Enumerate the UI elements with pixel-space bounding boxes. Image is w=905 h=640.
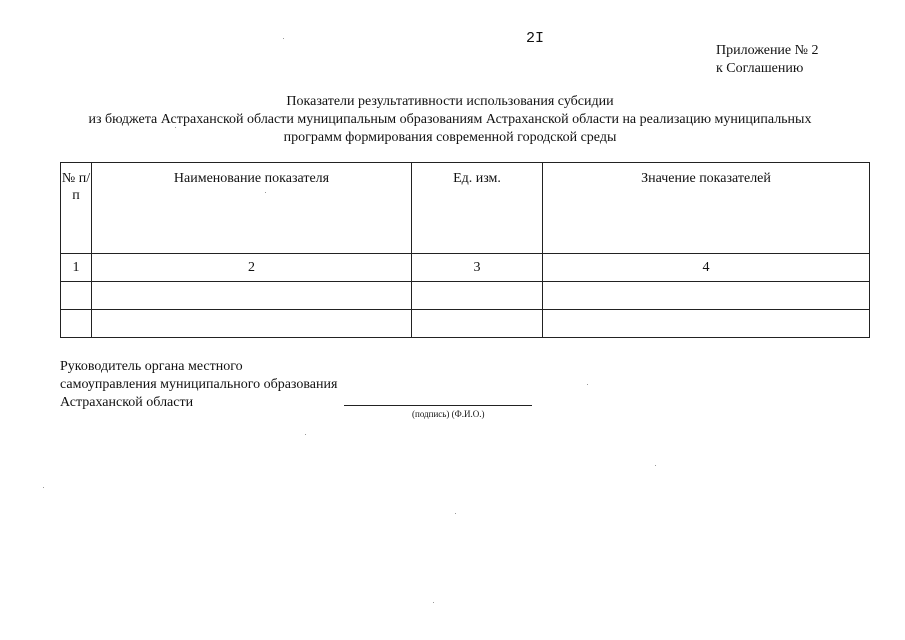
appendix-label [716,42,819,78]
column-number-cell: 4 [543,254,870,282]
table-row [61,282,870,310]
header-unit: Ед. изм. [412,163,543,254]
signature-caption: (подпись) (Ф.И.О.) [412,409,485,419]
table-cell [543,310,870,338]
page-number: 2I [526,30,545,47]
signer-line-3: Астраханской области [60,395,194,410]
table-cell [412,310,543,338]
scan-speck [587,384,588,385]
scan-speck [433,602,434,603]
column-number-cell: 2 [92,254,412,282]
column-number-cell: 1 [61,254,92,282]
table-cell [61,282,92,310]
table-cell [92,310,412,338]
column-number-row [61,254,870,282]
scan-speck [655,465,656,466]
column-number-cell: 3 [412,254,543,282]
title-line-1: Показатели результативности использования субсидии [286,94,614,109]
title-line-2: из бюджета Астраханской области муниципальным образованиям Астраханской области на реализацию муниципальных [88,112,812,127]
scan-speck [175,127,176,128]
header-name: Наименование показателя [92,163,412,254]
indicators-table [60,162,870,338]
scan-speck [43,487,44,488]
scan-speck [283,38,284,39]
appendix-line-2: к Соглашению [716,61,804,76]
scan-speck [265,192,266,193]
signer-line-1: Руководитель органа местного [60,359,243,374]
signature-line [344,405,532,406]
table-cell [92,282,412,310]
scan-speck [455,513,456,514]
table-cell [412,282,543,310]
header-value: Значение показателей [543,163,870,254]
title-line-3: программ формирования современной городской среды [283,130,617,145]
table-row [61,310,870,338]
table-header-row [61,163,870,254]
table-cell [543,282,870,310]
signer-block [60,358,337,412]
table-cell [61,310,92,338]
scan-speck [305,434,306,435]
document-title [40,93,860,147]
header-num: № п/п [61,163,92,254]
signer-line-2: самоуправления муниципального образования [60,377,338,392]
appendix-line-1: Приложение № 2 [716,43,819,58]
